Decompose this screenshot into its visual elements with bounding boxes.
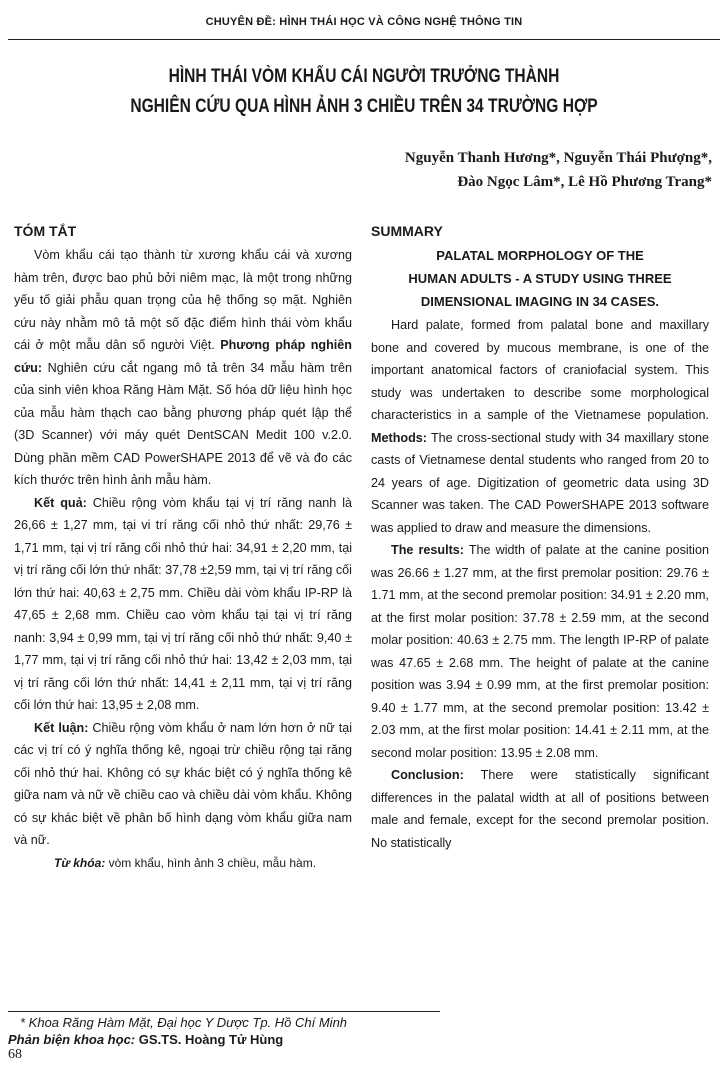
summary-methods-text: The cross-sectional study with 34 maxillary stone casts of Vietnamese dental students who ranged from 20 to 24 years of age. Digitization of geometric data using 3D Scanner was taken. The CAD PowerSHAPE 2013 software was applied to draw and measure the dimensions. bbox=[371, 430, 709, 535]
summary-conclusion-label: Conclusion: bbox=[391, 768, 464, 782]
reviewer-name: GS.TS. Hoàng Tử Hùng bbox=[135, 1032, 284, 1047]
abstract-paragraph-conclusion bbox=[14, 717, 352, 852]
summary-paragraph-conclusion bbox=[371, 764, 709, 854]
affiliation-footnote: * Khoa Răng Hàm Mặt, Đại học Y Dược Tp. Hồ Chí Minh bbox=[20, 1015, 348, 1030]
summary-methods-label: Methods: bbox=[371, 430, 427, 445]
summary-title-line-3: DIMENSIONAL IMAGING IN 34 CASES. bbox=[420, 294, 660, 309]
summary-heading: SUMMARY bbox=[371, 223, 443, 239]
keywords-label: Từ khóa: bbox=[54, 855, 106, 870]
reviewer-line bbox=[8, 1030, 283, 1049]
summary-paragraph-results bbox=[371, 539, 709, 764]
summary-intro-text: Hard palate, formed from palatal bone and maxillary bone and covered by mucous membrane, is one of the important anatomical factors of craniofacial system. This study was undertaken to describe some morphological characteristics in a sample of the Vietnamese population. bbox=[371, 318, 709, 422]
footnote-rule bbox=[8, 1011, 440, 1012]
abstract-vietnamese-column bbox=[14, 220, 352, 874]
summary-title-line-1: PALATAL MORPHOLOGY OF THE bbox=[436, 248, 644, 263]
article-title-line-2: NGHIÊN CỨU QUA HÌNH ẢNH 3 CHIỀU TRÊN 34 TRƯỜNG HỢP bbox=[130, 96, 598, 117]
methods-text: Nghiên cứu cắt ngang mô tả trên 34 mẫu hàm trên của sinh viên khoa Răng Hàm Mặt. Số hóa dữ liệu hình học của mẫu hàm thạch cao bằng phương pháp quét lập thể (3D Scanner) với máy quét DentSCAN Medit 100 v.2.0. Dùng phần mềm CAD PowerSHAPE 2013 để vẽ và đo các kích thước trên hình ảnh mẫu hàm. bbox=[14, 360, 352, 487]
abstract-heading: TÓM TẮT bbox=[14, 223, 77, 239]
conclusion-text: Chiều rộng vòm khẩu ở nam lớn hơn ở nữ tại các vị trí có ý nghĩa thống kê, ngoại trừ chiều rộng tại răng cối nhỏ thứ hai. Không có sự khác biệt có ý nghĩa thống kê giữa nam và nữ về chiều cao và chiều dài vòm khẩu. Không có sự khác biệt về phân bố hình dạng vòm khẩu giữa nam và nữ. bbox=[14, 720, 352, 847]
author-line-2: Đào Ngọc Lâm*, Lê Hồ Phương Trang* bbox=[457, 174, 712, 190]
intro-text: Vòm khẩu cái tạo thành từ xương khẩu cái và xương hàm trên, được bao phủ bởi niêm mạc, là một trong những yếu tố giải phẫu quan trọng của hệ thống sọ mặt. Nghiên cứu này nhằm mô tả một số đặc điểm hình thái vòm khẩu cái ở một mẫu dân số người Việt. bbox=[14, 248, 352, 352]
keywords-text: vòm khẩu, hình ảnh 3 chiều, mẫu hàm. bbox=[105, 855, 317, 870]
summary-conclusion-text: There were statistically significant differences in the palatal width at all of positions between male and female, except for the second premolar position. No statistically bbox=[371, 768, 709, 850]
summary-results-text: The width of palate at the canine position was 26.66 ± 1.27 mm, at the first premolar position: 29.76 ± 1.71 mm, at the second premolar position: 34.91 ± 2.20 mm, at the first molar position: 37.78 ± 2.59 mm, at the second molar position: 40.63 ± 2.75 mm. The length IP-RP of palate was 47.65 ± 2.68 mm. The height of palate at the canine position was 3.94 ± 0.99 mm, at the first premolar position: 9.40 ± 1.77 mm, at the second premolar position: 13.42 ± 2.03 mm, at the first molar position: 14.41 ± 2.11 mm, at the second molar position: 13.95 ± 2.08 mm. bbox=[371, 543, 709, 760]
summary-english-column bbox=[371, 220, 709, 854]
page-number: 68 bbox=[8, 1047, 22, 1062]
author-line-1: Nguyễn Thanh Hương*, Nguyễn Thái Phượng*, bbox=[404, 150, 712, 166]
results-text: Chiều rộng vòm khẩu tại vị trí răng nanh là 26,66 ± 1,27 mm, tại vi trí răng cối nhỏ thứ nhất: 29,76 ± 1,71 mm, tại vị trí răng cối nhỏ thứ hai: 34,91 ± 2,20 mm, tại vị trí răng cối lớn thứ nhất: 37,78 ±2,59 mm, tại vị trí răng cối lớn thứ hai: 40,63 ± 2,75 mm. Chiều dài vòm khẩu IP-RP là 47,65 ± 2,68 mm. Chiều cao vòm khẩu tại tại vị trí răng nanh: 3,94 ± 0,99 mm, tại vị trí răng cối nhỏ thứ nhất: 9,40 ± 1,77 mm, tại vị trí răng cối nhỏ thứ hai: 13,42 ± 2,03 mm, tại vị trí răng cối lớn thứ nhất: 14,41 ± 2,11 mm, tại vị trí răng cối lớn thứ hai: 13,95 ± 2,08 mm. bbox=[14, 495, 352, 712]
summary-title-line-2: HUMAN ADULTS - A STUDY USING THREE bbox=[408, 271, 672, 286]
abstract-paragraph-results bbox=[14, 492, 352, 717]
article-title bbox=[66, 62, 663, 122]
abstract-paragraph-intro bbox=[14, 244, 352, 492]
header-rule bbox=[8, 39, 720, 40]
author-list bbox=[252, 146, 712, 194]
summary-paragraph-intro bbox=[371, 314, 709, 539]
article-title-line-1: HÌNH THÁI VÒM KHẨU CÁI NGƯỜI TRƯỞNG THÀNH bbox=[168, 66, 560, 87]
reviewer-label: Phản biện khoa học: bbox=[8, 1032, 136, 1047]
summary-title bbox=[371, 244, 709, 313]
results-label: Kết quả: bbox=[34, 495, 87, 510]
conclusion-label: Kết luận: bbox=[34, 720, 89, 735]
keywords bbox=[14, 852, 352, 875]
methods-label: Phương pháp nghiên cứu: bbox=[14, 338, 353, 375]
summary-results-label: The results: bbox=[391, 543, 464, 557]
running-header: CHUYÊN ĐỀ: HÌNH THÁI HỌC VÀ CÔNG NGHỆ THÔNG TIN bbox=[205, 16, 523, 28]
